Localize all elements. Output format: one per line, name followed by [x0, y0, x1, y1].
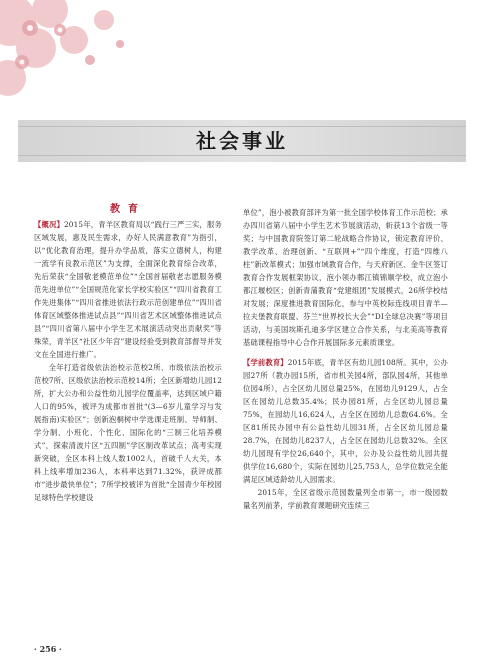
preschool-paragraph	[243, 356, 448, 486]
left-column	[34, 218, 222, 504]
page-number: · 256 ·	[34, 644, 62, 654]
section-heading: 教育	[110, 204, 146, 215]
right-column	[243, 206, 448, 512]
overview-text: 2015年，青羊区教育局以“践行三严三实，服务区域发展，惠及民生需求，办好人民满意教育”为指引，以“优化教育治理，提升办学品质，落实立德树人，构建一流学有良教示范区”为支撑，全面深化教育综合改革，先后荣获“全国敬老模范单位”“全国首届敬老志愿服务模范先进单位”“全国规范化家长学校实验区”“四川省教育工作先进集体”“四川省推进依法行政示范创建单位”“四川省体育区域整体推进试点县”“四川省艺术区域整体推进试点县”“四川省第八届中小学生艺术展演活动突出贡献奖”等殊荣，青羊区“社区少年宫”建设经验受到教育部督导并发文在全国进行推广。	[34, 220, 222, 359]
preschool-text: 2015年底，青羊区有幼儿园108所。其中，公办园27所（教办园15所，省市机关园4所，部队园4所，其他单位园4所），占全区幼儿园总量25%，在园幼儿9129人，占全区在园幼儿总数35.4%；民办园81所，占全区幼儿园总量75%，在园幼儿16,624人，占全区在园幼儿总数64.6%。全区81所民办园中有公益性幼儿园31所，占全区幼儿园总量28.7%，在园幼儿8237人，占全区在园幼儿总数32%。全区幼儿园现有学位26,640个，其中，公办及公益性幼儿园共提供学位16,680个，实际在园幼儿25,753人，总学位数完全能满足区域适龄幼儿入园需求。	[243, 358, 448, 484]
chapter-title: 社会事业	[196, 129, 288, 153]
decorative-flower-ornament	[0, 0, 180, 120]
overview-paragraph	[34, 218, 222, 361]
right-paragraph-1: 单位”，泡小被教育部评为第一批全国学校体育工作示范校；承办四川省第八届中小学生艺术节展演活动，斩获13个省级一等奖；与中国教育院签订第二轮战略合作协议，锁定教育评价、教学改革、治理创新、“互联网+”“四个维度，打造“四维八柱”新改革模式；加强市域教育合作，与天府新区、金牛区签订教育合作发展框架协议，泡小领办郫江镇锦顺学校，成立泡小都江堰校区；创新青蒲教育“党建组团”发展模式，26所学校结对发展；深度推进教育国际化，参与中英校际连线项目青羊—拉夫堡教育联盟、芬兰“世界校长大会”“DI全球总决赛”等项目活动，与美国埃斯孔迪多学区建立合作关系，与北美高等教育基础课程指导中心合作开展国际多元素质课堂。	[243, 208, 448, 347]
overview-tag: 【概况】	[34, 220, 64, 229]
left-paragraph-2: 全年打造省级依法治校示范校2所、市级依法治校示范校7所、区级依法治校示范校14所；全区新增幼儿园12所，扩大公办和公益性幼儿园学位覆盖率，达到区域户籍人口的95%，被评为成都市首批“(3—6岁儿童学习与发展指南)实验区”；创新泡桐树中学选课走班制、导师制、学分制、小班化、个性化、国际化的“三制三化培养模式”，探索清波片区“五四制”学区制改革试点；高考实现新突破，全区本科上线人数1002人，首破千人大关，本科上线率增加236人，本科率达到71.32%，获评成都市“进步最快单位”；7所学校被评为首批“全国青少年校园足球特色学校建设	[34, 363, 222, 502]
preschool-tag: 【学前教育】	[243, 358, 288, 367]
chapter-title-banner	[18, 120, 466, 162]
right-paragraph-3: 2015年，全区省级示范园数量列全市第一，市一级园数量名列前茅，学前教育课题研究连续三	[243, 488, 448, 510]
